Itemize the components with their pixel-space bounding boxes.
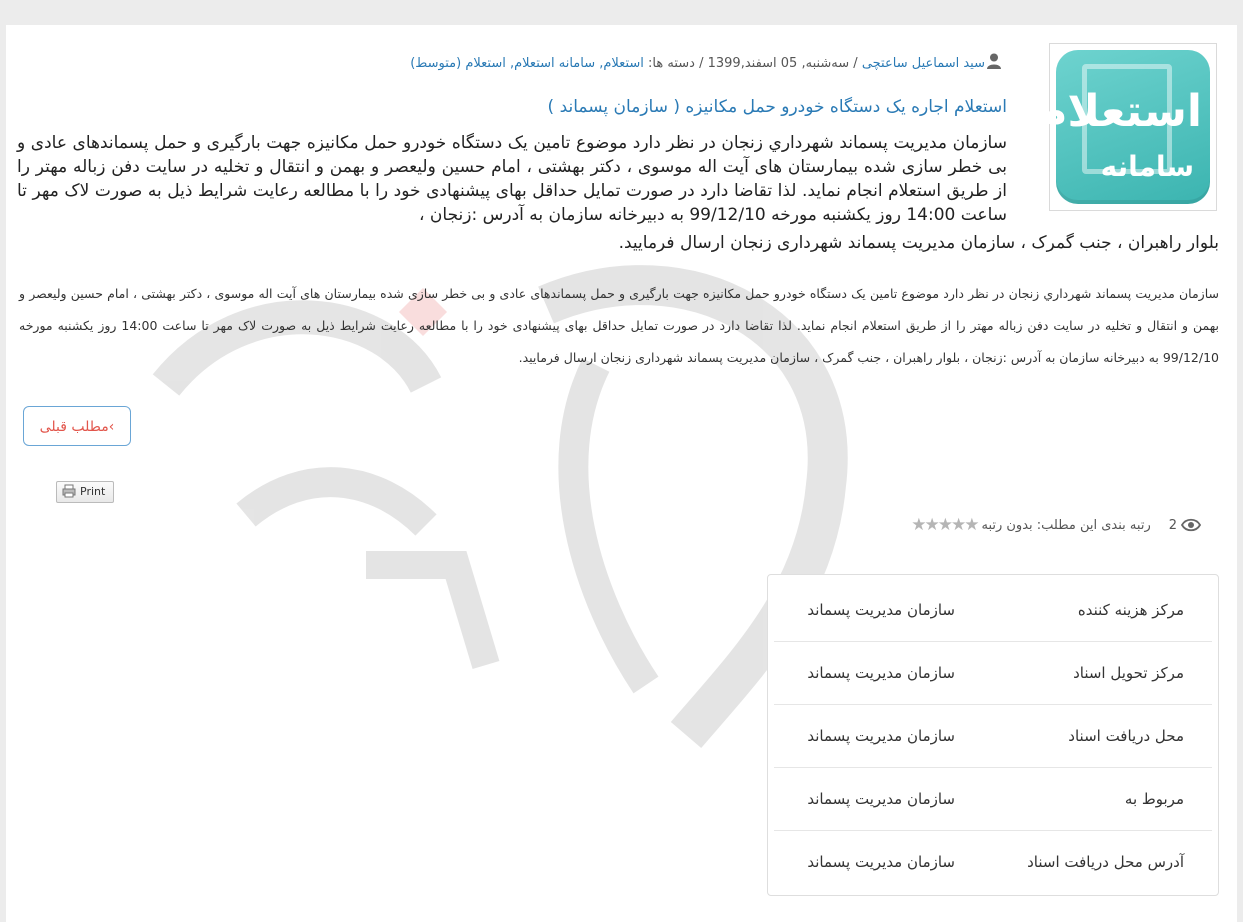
printer-icon <box>62 484 76 498</box>
print-button[interactable] <box>56 481 114 503</box>
article-body: سازمان مدیریت پسماند شهرداري زنجان در نظر دارد موضوع تامین یک دستگاه خودرو حمل مکانیزه جهت بارگیری و حمل پسماندهای عادی و بی خطر سازی شده بیمارستان های آیت اله موسوی ، دکتر بهشتی ، امام حسین ولیعصر و بهمن و انتقال و تخلیه در سایت دفن زباله مهتر را از طریق استعلام انجام نماید. لذا تقاضا دارد در صورت تمایل حداقل بهای پیشنهادی خود را با مطالعه رعایت شرایط ذیل به صورت لاک مهر تا ساعت 14:00 روز یکشنبه مورخه 99/12/10 به دبیرخانه سازمان به آدرس :زنجان ، بلوار راهبران ، جنب گمرک ، سازمان مدیریت پسماند شهرداری زنجان ارسال فرمایید. <box>19 286 1219 365</box>
info-label: مربوط به <box>1124 790 1184 808</box>
info-row <box>774 642 1212 705</box>
category-links[interactable]: استعلام, سامانه استعلام, استعلام (متوسط) <box>410 56 644 71</box>
view-count: 2 <box>1168 517 1177 533</box>
separator: / <box>694 56 708 71</box>
rating-stars[interactable]: ★★★★★ <box>911 515 978 535</box>
info-label: آدرس محل دریافت اسناد <box>1027 853 1184 871</box>
info-value: سازمان مدیریت پسماند <box>807 601 955 619</box>
info-value: سازمان مدیریت پسماند <box>807 853 955 871</box>
info-value: سازمان مدیریت پسماند <box>807 664 955 682</box>
info-row <box>774 705 1212 768</box>
separator: / <box>849 56 862 71</box>
article-card <box>6 25 1237 922</box>
logo-badge <box>1035 50 1210 204</box>
logo-subtitle: سامانه <box>1100 150 1194 183</box>
user-icon <box>987 53 1001 69</box>
rating-label: رتبه بندی این مطلب: بدون رتبه <box>981 517 1151 533</box>
publish-date: سه‌شنبه, 05 اسفند,1399 <box>707 56 850 71</box>
author-link[interactable]: سید اسماعیل ساعتچی <box>861 56 985 71</box>
article-meta <box>410 53 1001 71</box>
eye-icon <box>1181 518 1201 532</box>
rating-row <box>911 515 1201 535</box>
info-label: محل دریافت اسناد <box>1068 727 1184 745</box>
article-summary-end: بلوار راهبران ، جنب گمرک ، سازمان مدیریت پسماند شهرداری زنجان ارسال فرمایید. <box>618 233 1219 253</box>
estelam-logo <box>1035 43 1217 211</box>
previous-article-button[interactable]: ›مطلب قبلی <box>23 406 131 446</box>
logo-title: استعلام <box>1035 86 1202 137</box>
info-row <box>774 579 1212 642</box>
info-label: مرکز تحویل اسناد <box>1073 664 1184 682</box>
info-row <box>774 831 1212 893</box>
print-label: Print <box>80 485 106 498</box>
info-value: سازمان مدیریت پسماند <box>807 790 955 808</box>
article-title[interactable]: استعلام اجاره یک دستگاه خودرو حمل مکانیزه ( سازمان پسماند ) <box>547 97 1007 117</box>
info-value: سازمان مدیریت پسماند <box>807 727 955 745</box>
info-row <box>774 768 1212 831</box>
categories-label: دسته ها: <box>643 56 695 71</box>
article-summary: سازمان مدیریت پسماند شهرداري زنجان در نظر دارد موضوع تامین یک دستگاه خودرو حمل مکانیزه جهت بارگیری و حمل پسماندهای عادی و بی خطر سازی شده بیمارستان های آیت اله موسوی ، دکتر بهشتی ، امام حسین ولیعصر و بهمن و انتقال و تخلیه در سایت دفن زباله مهتر را از طریق استعلام انجام نماید. لذا تقاضا دارد در صورت تمایل حداقل بهای پیشنهادی خود را با مطالعه رعایت شرایط ذیل به صورت لاک مهر تا ساعت 14:00 روز یکشنبه مورخه 99/12/10 به دبیرخانه سازمان به آدرس :زنجان ، <box>17 133 1007 225</box>
info-label: مرکز هزینه کننده <box>1077 601 1184 619</box>
info-table <box>767 574 1219 896</box>
